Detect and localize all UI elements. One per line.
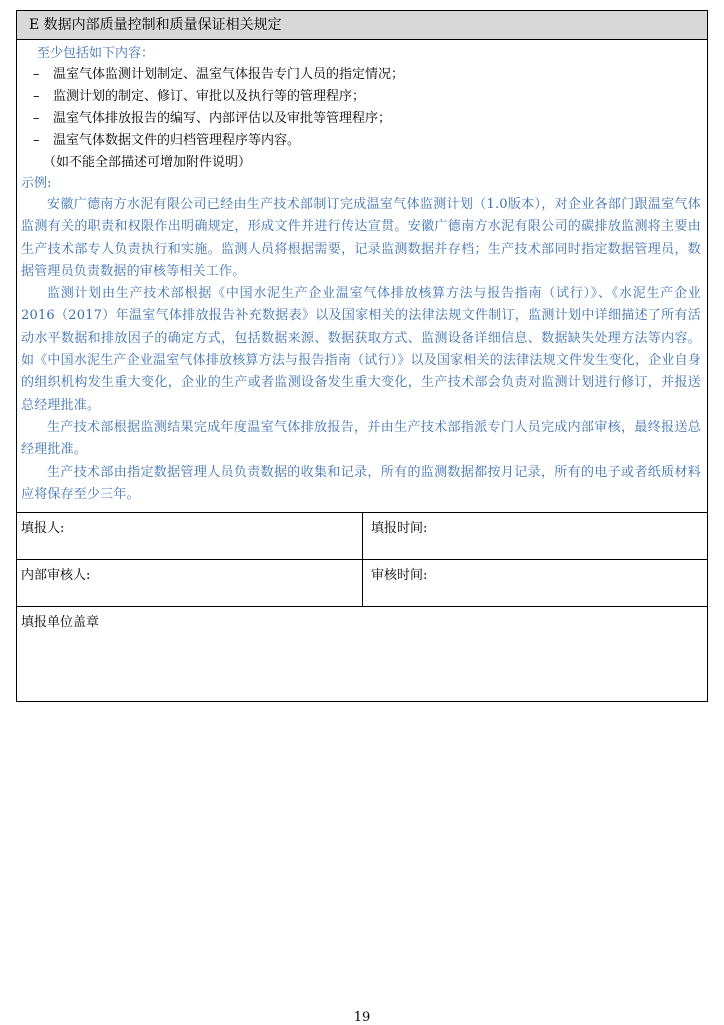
qc-form-table (16, 10, 708, 702)
page-number: 19 (353, 1010, 371, 1025)
report-time-field[interactable]: 填报时间: (371, 521, 428, 537)
reviewer-row (17, 559, 707, 606)
intro-text: 至少包括如下内容： (37, 46, 155, 61)
internal-reviewer-field[interactable]: 内部审核人: (17, 560, 363, 606)
unit-seal-field[interactable]: 填报单位盖章 (21, 615, 100, 631)
attachment-note: （如不能全部描述可增加附件说明） (43, 155, 252, 170)
example-label: 示例: (21, 176, 52, 191)
example-paragraph: 监测计划由生产技术部根据《中国水泥生产企业温室气体排放核算方法与报告指南（试行）》、《水泥生产企业2016（2017）年温室气体排放报告补充数据表》以及国家相关的法律法规文件制订，监测计划中详细描述了所有活动水平数据和排放因子的确定方式，包括数据来源、数据获取方式、监测设备详细信息、数据缺失处理方法等内容。如《中国水泥生产企业温室气体排放核算方法与报告指南（试行）》以及国家相关的法律法规文件发生变化，企业自身的组织机构发生重大变化，企业的生产或者监测设备发生重大变化，生产技术部会负责对监测计划进行修订，并报送总经理批准。 (21, 286, 701, 413)
review-time-field[interactable]: 审核时间: (371, 568, 428, 584)
example-paragraph: 安徽广德南方水泥有限公司已经由生产技术部制订完成温室气体监测计划（1.0版本），对企业各部门跟温室气体监测有关的职责和权限作出明确规定，形成文件并进行传达宣贯。安徽广德南方水泥有限公司的碳排放监测将主要由生产技术部专人负责执行和实施。监测人员将根据需要，记录监测数据并存档；生产技术部同时指定数据管理员，数据管理员负责数据的审核等相关工作。 (21, 197, 701, 279)
example-paragraph: 生产技术部根据监测结果完成年度温室气体排放报告，并由生产技术部指派专门人员完成内部审核，最终报送总经理批准。 (21, 419, 701, 458)
section-title: E 数据内部质量控制和质量保证相关规定 (17, 11, 707, 40)
requirement-item: – 温室气体数据文件的归档管理程序等内容。 (33, 133, 301, 148)
section-content (17, 40, 707, 512)
reporter-field[interactable]: 填报人: (17, 513, 363, 559)
reporter-row (17, 512, 707, 559)
seal-row (17, 606, 707, 701)
requirement-item: – 监测计划的制定、修订、审批以及执行等的管理程序； (33, 89, 366, 104)
example-paragraph: 生产技术部由指定数据管理人员负责数据的收集和记录，所有的监测数据都按月记录，所有的电子或者纸质材料应将保存至少三年。 (21, 464, 701, 502)
requirement-item: – 温室气体排放报告的编写、内部评估以及审批等管理程序； (33, 111, 392, 126)
requirement-item: – 温室气体监测计划制定、温室气体报告专门人员的指定情况； (33, 67, 405, 82)
